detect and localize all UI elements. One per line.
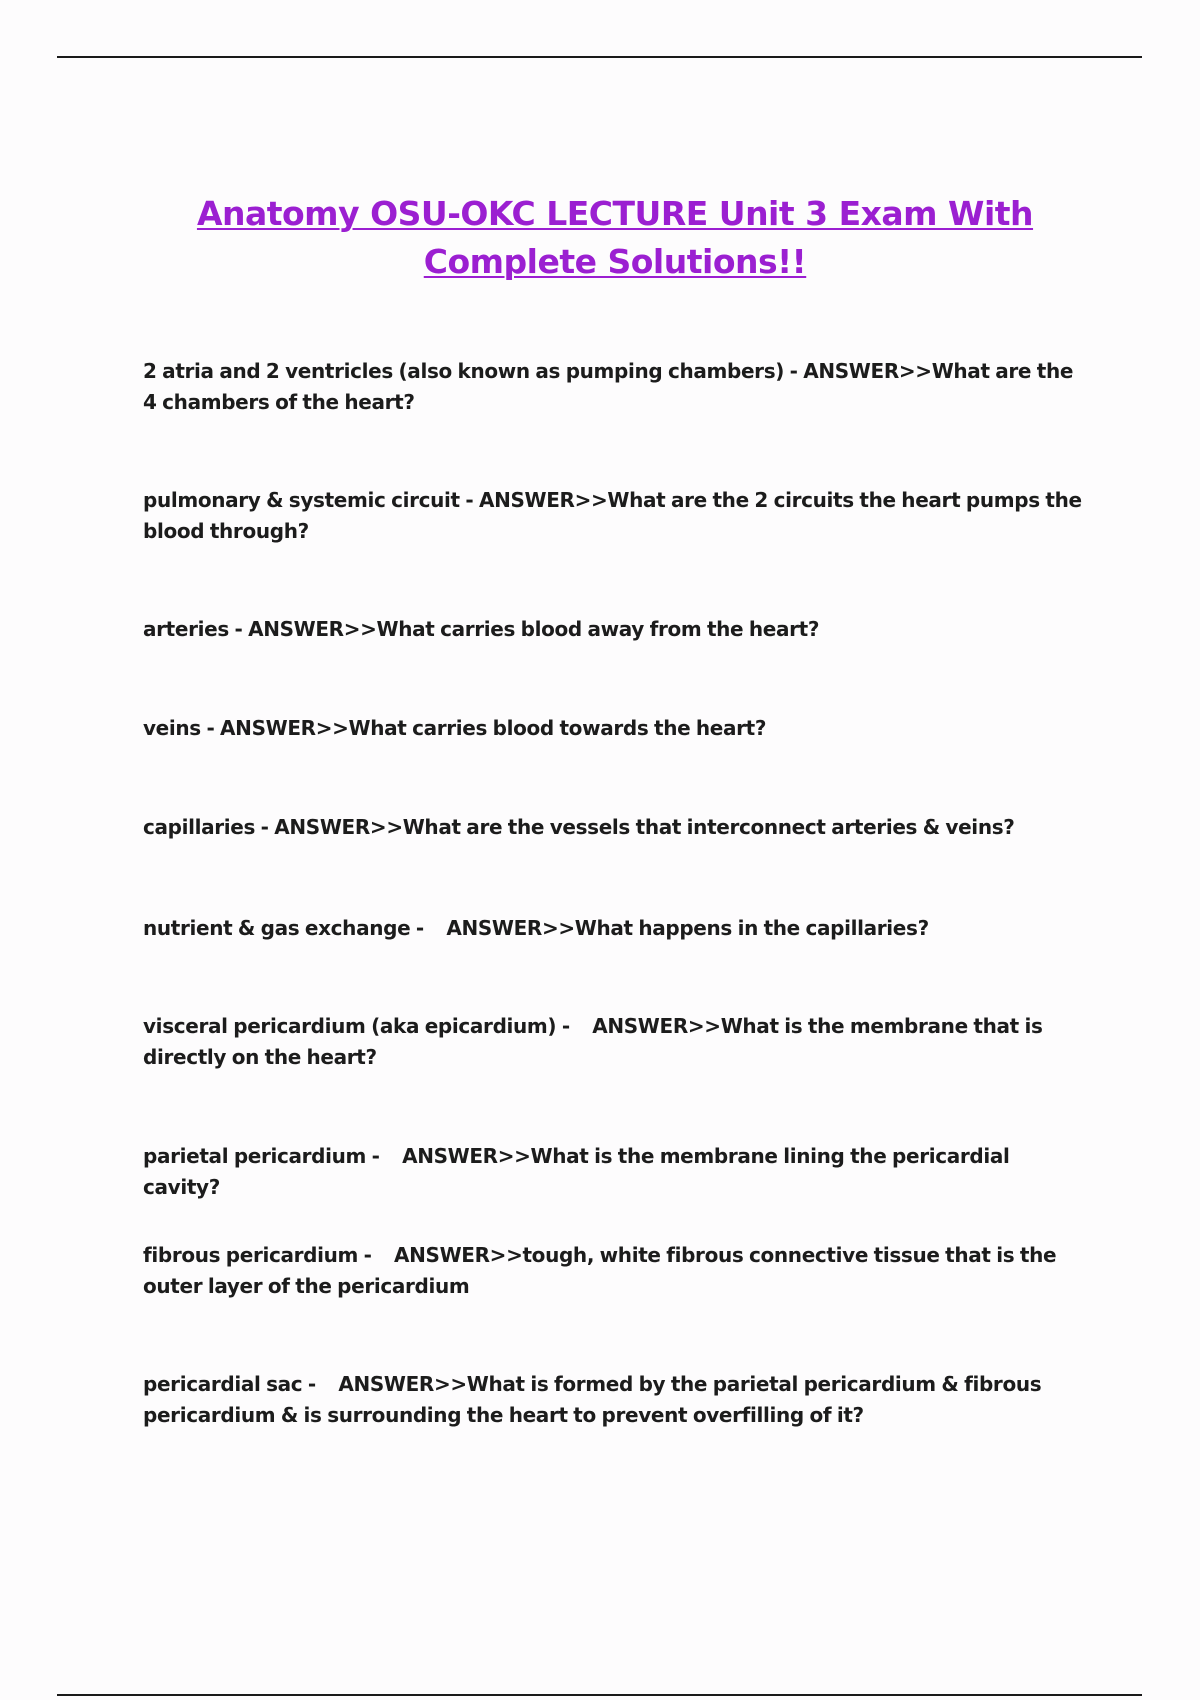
qa-question: ANSWER>>What happens in the capillaries? [446,916,929,940]
qa-question: ANSWER>>What is the membrane lining the pericardial cavity? [143,1144,1010,1199]
qa-item [143,356,1083,418]
qa-question: ANSWER>>What carries blood away from the heart? [248,617,820,641]
qa-answer: veins - [143,716,215,740]
qa-question: ANSWER>>What are the 2 circuits the heart pumps the blood through? [143,488,1082,543]
qa-item [143,1141,1083,1203]
qa-question: ANSWER>>What is the membrane that is directly on the heart? [143,1014,1043,1069]
qa-item [143,1369,1083,1431]
qa-answer: visceral pericardium (aka epicardium) - [143,1014,570,1038]
qa-answer: fibrous pericardium - [143,1243,372,1267]
qa-item [143,812,1083,843]
qa-item [143,485,1083,547]
qa-question: ANSWER>>What are the 4 chambers of the heart? [143,359,1074,414]
qa-answer: parietal pericardium - [143,1144,380,1168]
qa-answer: capillaries - [143,815,269,839]
qa-item [143,713,1083,744]
qa-question: ANSWER>>tough, white fibrous connective tissue that is the outer layer of the pericardium [143,1243,1057,1298]
qa-answer: pericardial sac - [143,1372,316,1396]
qa-question: ANSWER>>What is formed by the parietal pericardium & fibrous pericardium & is surrounding the heart to prevent overfilling of it? [143,1372,1042,1427]
qa-answer: pulmonary & systemic circuit - [143,488,474,512]
qa-answer: arteries - [143,617,243,641]
qa-item [143,1011,1083,1073]
qa-question: ANSWER>>What carries blood towards the heart? [220,716,767,740]
qa-item [143,614,1083,645]
bottom-rule [57,1694,1142,1696]
document-title: Anatomy OSU-OKC LECTURE Unit 3 Exam With Complete Solutions!! [196,194,1034,281]
qa-item [143,1240,1083,1302]
qa-question: ANSWER>>What are the vessels that interconnect arteries & veins? [274,815,1015,839]
top-rule [57,56,1142,58]
qa-answer: nutrient & gas exchange - [143,916,424,940]
qa-item [143,913,1083,944]
qa-answer: 2 atria and 2 ventricles (also known as pumping chambers) - [143,359,798,383]
